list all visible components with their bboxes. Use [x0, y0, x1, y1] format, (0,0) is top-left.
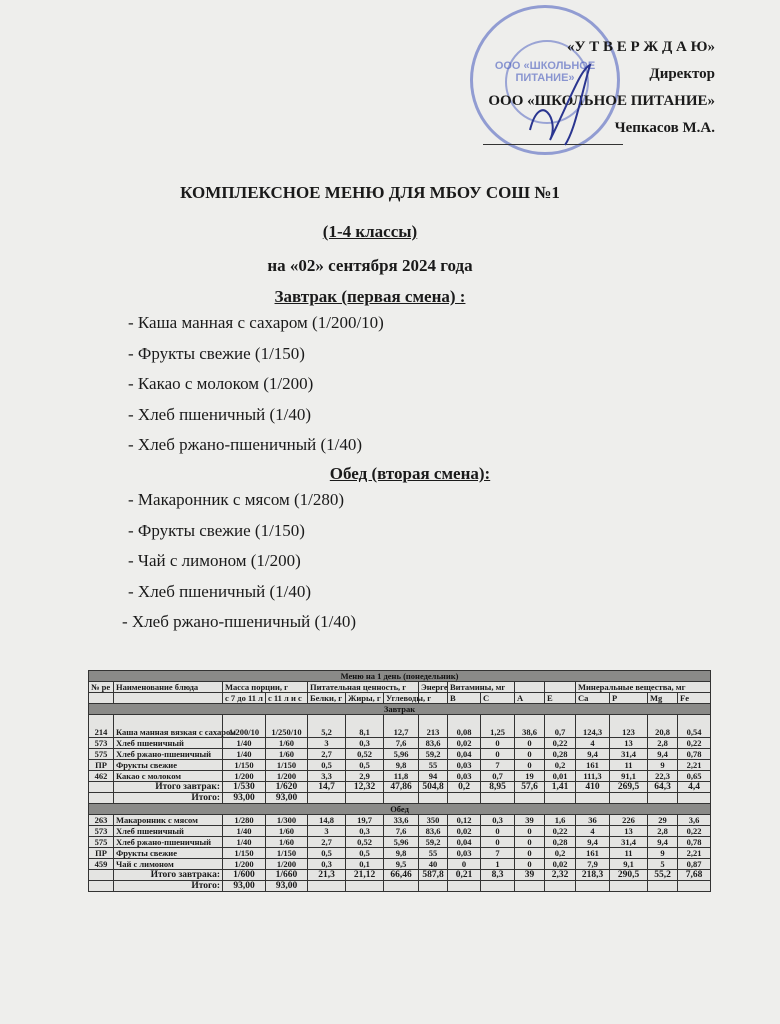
table-cell: 94 — [419, 771, 448, 782]
table-cell: 1/60 — [266, 826, 308, 837]
table-cell: 0 — [515, 848, 545, 859]
table-cell: 19 — [515, 771, 545, 782]
menu-item: - Макаронник с мясом (1/280) — [128, 490, 345, 509]
column-header: Наименование блюда — [114, 682, 223, 693]
table-row — [89, 715, 711, 738]
table-cell: 7 — [481, 848, 515, 859]
table-cell — [308, 881, 346, 892]
table-cell: 7,6 — [384, 738, 419, 749]
table-row — [89, 870, 711, 881]
table-cell: 573 — [89, 738, 114, 749]
table-row — [89, 749, 711, 760]
column-header: A — [515, 693, 545, 704]
total-value: 14,7 — [308, 782, 346, 793]
menu-item: - Какао с молоком (1/200) — [128, 374, 314, 393]
total-value: 1/600 — [223, 870, 266, 881]
table-cell: 3,6 — [678, 815, 711, 826]
table-cell: 0,5 — [346, 848, 384, 859]
table-cell — [448, 793, 481, 804]
total-value: 21,3 — [308, 870, 346, 881]
column-header: Mg — [648, 693, 678, 704]
menu-item: - Хлеб ржано-пшеничный (1/40) — [122, 612, 357, 631]
table-cell: 0,02 — [448, 738, 481, 749]
table-cell: 575 — [89, 837, 114, 848]
table-cell: 5 — [648, 859, 678, 870]
table-cell: 14,8 — [308, 815, 346, 826]
table-cell: 1/60 — [266, 738, 308, 749]
table-cell: 0 — [481, 837, 515, 848]
column-header: Витамины, мг — [448, 682, 515, 693]
table-cell: 350 — [419, 815, 448, 826]
table-cell — [419, 793, 448, 804]
table-cell: 214 — [89, 715, 114, 738]
dish-name: Каша манная вязкая с сахаром — [114, 715, 223, 738]
approver-position: Директор — [649, 66, 715, 82]
menu-item: - Фрукты свежие (1/150) — [128, 520, 305, 540]
table-cell: 0,1 — [346, 859, 384, 870]
table-cell: 0,3 — [346, 826, 384, 837]
dish-name: Фрукты свежие — [114, 760, 223, 771]
column-header: с 11 л и с — [266, 693, 308, 704]
total-value: 21,12 — [346, 870, 384, 881]
table-cell — [481, 881, 515, 892]
column-header: Жиры, г — [346, 693, 384, 704]
table-cell: 59,2 — [419, 837, 448, 848]
table-cell: 22,3 — [648, 771, 678, 782]
table-cell: 0,3 — [481, 815, 515, 826]
table-cell: 0,22 — [545, 826, 576, 837]
column-header: Минеральные вещества, мг — [576, 682, 711, 693]
table-cell: 0,52 — [346, 749, 384, 760]
table-cell: 0,78 — [678, 837, 711, 848]
table-row — [89, 826, 711, 837]
table-cell: 7,9 — [576, 859, 610, 870]
table-cell: ПР — [89, 848, 114, 859]
column-header: Масса порции, г — [223, 682, 308, 693]
table-cell: 3,3 — [308, 771, 346, 782]
table-cell — [678, 793, 711, 804]
table-cell: 9,8 — [384, 760, 419, 771]
dish-name: Чай с лимоном — [114, 859, 223, 870]
dish-name: Макаронник с мясом — [114, 815, 223, 826]
column-header — [545, 682, 576, 693]
table-cell: 0,22 — [545, 738, 576, 749]
table-cell — [576, 881, 610, 892]
table-cell: 1/250/10 — [266, 715, 308, 738]
table-cell: 4 — [576, 738, 610, 749]
grand-total-label: Итого: — [114, 793, 223, 804]
total-value: 55,2 — [648, 870, 678, 881]
table-cell: 0,28 — [545, 749, 576, 760]
table-cell: 1 — [481, 859, 515, 870]
total-value: 64,3 — [648, 782, 678, 793]
column-header: E — [545, 693, 576, 704]
table-cell: 0 — [515, 738, 545, 749]
table-cell — [308, 793, 346, 804]
table-cell: 0,65 — [678, 771, 711, 782]
table-cell: 0 — [481, 826, 515, 837]
total-value: 2,32 — [545, 870, 576, 881]
table-cell: 2,21 — [678, 760, 711, 771]
total-value: 47,86 — [384, 782, 419, 793]
table-cell: 39 — [515, 815, 545, 826]
table-cell: 0,2 — [545, 848, 576, 859]
table-cell: 2,21 — [678, 848, 711, 859]
table-cell: 2,7 — [308, 837, 346, 848]
table-cell — [384, 793, 419, 804]
total-value: 410 — [576, 782, 610, 793]
table-cell: 575 — [89, 749, 114, 760]
table-cell: 1/200 — [266, 859, 308, 870]
table-cell: 9,1 — [610, 859, 648, 870]
table-cell: 1/280 — [223, 815, 266, 826]
table-cell: 19,7 — [346, 815, 384, 826]
table-cell: 1/40 — [223, 837, 266, 848]
dish-name: Какао с молоком — [114, 771, 223, 782]
table-row — [89, 782, 711, 793]
table-cell: 13 — [610, 826, 648, 837]
table-row — [89, 848, 711, 859]
table-cell: 0,03 — [448, 760, 481, 771]
table-cell: 1/40 — [223, 826, 266, 837]
table-cell: 226 — [610, 815, 648, 826]
table-cell: 0,52 — [346, 837, 384, 848]
table-cell: 0,3 — [308, 859, 346, 870]
page-title: КОМПЛЕКСНОЕ МЕНЮ ДЛЯ МБОУ СОШ №1 — [180, 183, 560, 202]
table-cell: 1/200 — [223, 859, 266, 870]
table-cell: 213 — [419, 715, 448, 738]
table-cell: 9 — [648, 760, 678, 771]
menu-item: - Каша манная с сахаром (1/200/10) — [128, 313, 384, 332]
table-cell: 161 — [576, 760, 610, 771]
table-cell: 0 — [448, 859, 481, 870]
column-header: C — [481, 693, 515, 704]
table-cell: 29 — [648, 815, 678, 826]
column-header: B — [448, 693, 481, 704]
table-cell — [648, 881, 678, 892]
table-cell: 462 — [89, 771, 114, 782]
table-cell: 0,02 — [545, 859, 576, 870]
dish-name: Хлеб пшеничный — [114, 738, 223, 749]
table-cell: 2,8 — [648, 826, 678, 837]
table-cell: 3 — [308, 738, 346, 749]
table-cell — [346, 793, 384, 804]
total-value: 8,95 — [481, 782, 515, 793]
table-cell: 9,4 — [576, 837, 610, 848]
table-cell: 11 — [610, 848, 648, 859]
table-cell: 1/40 — [223, 738, 266, 749]
table-cell: 13 — [610, 738, 648, 749]
table-row — [89, 771, 711, 782]
table-cell: 0 — [515, 837, 545, 848]
table-row — [89, 837, 711, 848]
column-header: с 7 до 11 л — [223, 693, 266, 704]
table-cell: 0,02 — [448, 826, 481, 837]
table-cell: 11 — [610, 760, 648, 771]
table-row — [89, 859, 711, 870]
table-cell: 83,6 — [419, 826, 448, 837]
table-cell: 0 — [481, 738, 515, 749]
grand-total-value: 93,00 — [266, 881, 308, 892]
total-value: 218,3 — [576, 870, 610, 881]
grades: (1-4 классы) — [322, 222, 418, 241]
menu-item: - Фрукты свежие (1/150) — [128, 343, 305, 363]
table-cell: 0,54 — [678, 715, 711, 738]
column-header: Углеводы, г — [384, 693, 419, 704]
table-cell: 20,8 — [648, 715, 678, 738]
stamp-text: ООО «ШКОЛЬНОЕ ПИТАНИЕ» — [494, 60, 596, 84]
dish-name: Хлеб ржано-пшеничный — [114, 837, 223, 848]
table-cell: 5,96 — [384, 749, 419, 760]
table-cell — [648, 793, 678, 804]
table-cell: 0,78 — [678, 749, 711, 760]
section-header: Завтрак — [89, 704, 711, 715]
table-row — [89, 760, 711, 771]
table-cell: 1/300 — [266, 815, 308, 826]
approve-heading: «У Т В Е Р Ж Д А Ю» — [566, 39, 715, 55]
table-row — [89, 704, 711, 715]
table-cell: 0,28 — [545, 837, 576, 848]
approver-name: Чепкасов М.А. — [614, 120, 715, 136]
table-row — [89, 881, 711, 892]
column-header: Fe — [678, 693, 711, 704]
table-cell — [419, 881, 448, 892]
menu-date: на «02» сентября 2024 года — [267, 256, 473, 275]
table-cell: 0,04 — [448, 837, 481, 848]
table-cell: 9 — [648, 848, 678, 859]
menu-table — [88, 670, 711, 892]
table-cell: 0 — [515, 760, 545, 771]
column-header: Энерге — [419, 682, 448, 693]
table-row — [89, 671, 711, 682]
lunch-heading: Обед (вторая смена): — [329, 464, 491, 483]
dish-name: Хлеб ржано-пшеничный — [114, 749, 223, 760]
table-cell: 3 — [308, 826, 346, 837]
table-cell: 161 — [576, 848, 610, 859]
table-cell: 1,25 — [481, 715, 515, 738]
table-cell — [89, 793, 114, 804]
total-value: 290,5 — [610, 870, 648, 881]
table-cell: ПР — [89, 760, 114, 771]
table-cell — [481, 793, 515, 804]
table-cell: 55 — [419, 760, 448, 771]
grand-total-value: 93,00 — [223, 793, 266, 804]
column-header: Белки, г — [308, 693, 346, 704]
column-header: Ca — [576, 693, 610, 704]
total-value: 1/620 — [266, 782, 308, 793]
total-value: 504,8 — [419, 782, 448, 793]
grand-total-value: 93,00 — [223, 881, 266, 892]
table-row — [89, 738, 711, 749]
table-row — [89, 793, 711, 804]
table-cell: 573 — [89, 826, 114, 837]
table-cell — [678, 881, 711, 892]
table-caption: Меню на 1 день (понедельник) — [89, 671, 711, 682]
total-value: 66,46 — [384, 870, 419, 881]
total-value: 0,2 — [448, 782, 481, 793]
menu-item: - Чай с лимоном (1/200) — [128, 551, 301, 570]
table-cell: 0,87 — [678, 859, 711, 870]
total-value: 269,5 — [610, 782, 648, 793]
column-header: Питательная ценность, г — [308, 682, 419, 693]
table-cell: 0,2 — [545, 760, 576, 771]
table-row — [89, 693, 711, 704]
column-header: P — [610, 693, 648, 704]
table-cell — [545, 793, 576, 804]
table-cell: 0,5 — [346, 760, 384, 771]
table-cell: 124,3 — [576, 715, 610, 738]
table-cell: 33,6 — [384, 815, 419, 826]
table-cell: 59,2 — [419, 749, 448, 760]
table-cell: 0,5 — [308, 848, 346, 859]
table-cell — [610, 881, 648, 892]
dish-name: Хлеб пшеничный — [114, 826, 223, 837]
total-label: Итого завтрак: — [114, 782, 223, 793]
table-cell: 7 — [481, 760, 515, 771]
table-cell: 0,7 — [481, 771, 515, 782]
table-cell: 123 — [610, 715, 648, 738]
table-row — [89, 682, 711, 693]
table-cell — [448, 881, 481, 892]
table-cell: 83,6 — [419, 738, 448, 749]
table-cell: 2,9 — [346, 771, 384, 782]
table-cell — [610, 793, 648, 804]
table-cell: 12,7 — [384, 715, 419, 738]
table-cell: 55 — [419, 848, 448, 859]
total-value: 587,8 — [419, 870, 448, 881]
table-cell — [515, 881, 545, 892]
menu-item: - Хлеб пшеничный (1/40) — [128, 581, 312, 601]
signature — [520, 60, 600, 150]
column-header: № ре — [89, 682, 114, 693]
table-cell: 5,2 — [308, 715, 346, 738]
table-cell: 9,5 — [384, 859, 419, 870]
approver-organization: ООО «ШКОЛЬНОЕ ПИТАНИЕ» — [488, 93, 715, 109]
table-cell: 9,4 — [648, 749, 678, 760]
table-cell — [576, 793, 610, 804]
table-cell: 0 — [481, 749, 515, 760]
column-header — [114, 693, 223, 704]
total-value: 4,4 — [678, 782, 711, 793]
total-label: Итого завтрака: — [114, 870, 223, 881]
table-cell: 0,03 — [448, 848, 481, 859]
table-cell: 2,8 — [648, 738, 678, 749]
table-cell: 0,03 — [448, 771, 481, 782]
section-header: Обед — [89, 804, 711, 815]
table-cell — [89, 782, 114, 793]
table-cell: 0,12 — [448, 815, 481, 826]
table-cell: 91,1 — [610, 771, 648, 782]
table-cell: 0,5 — [308, 760, 346, 771]
total-value: 1/660 — [266, 870, 308, 881]
table-cell: 1/150 — [266, 848, 308, 859]
table-cell: 0,22 — [678, 826, 711, 837]
table-cell: 1/60 — [266, 837, 308, 848]
total-value: 1,41 — [545, 782, 576, 793]
table-cell: 36 — [576, 815, 610, 826]
table-cell: 0,04 — [448, 749, 481, 760]
table-cell: 0 — [515, 826, 545, 837]
table-cell: 111,3 — [576, 771, 610, 782]
total-value: 7,68 — [678, 870, 711, 881]
table-cell: 0,22 — [678, 738, 711, 749]
table-cell: 459 — [89, 859, 114, 870]
table-cell — [89, 881, 114, 892]
table-cell — [346, 881, 384, 892]
table-cell: 38,6 — [515, 715, 545, 738]
table-cell: 31,4 — [610, 749, 648, 760]
table-cell: 0,7 — [545, 715, 576, 738]
table-cell — [545, 881, 576, 892]
total-value: 1/530 — [223, 782, 266, 793]
table-cell: 1/40 — [223, 749, 266, 760]
table-cell: 5,96 — [384, 837, 419, 848]
table-cell: 1,6 — [545, 815, 576, 826]
column-header — [515, 682, 545, 693]
table-cell: 1/150 — [223, 848, 266, 859]
table-cell — [89, 870, 114, 881]
column-header — [89, 693, 114, 704]
table-cell: 1/200 — [223, 771, 266, 782]
table-cell: 7,6 — [384, 826, 419, 837]
table-cell: 1/60 — [266, 749, 308, 760]
table-cell: 263 — [89, 815, 114, 826]
total-value: 57,6 — [515, 782, 545, 793]
table-cell — [384, 881, 419, 892]
table-cell: 31,4 — [610, 837, 648, 848]
total-value: 0,21 — [448, 870, 481, 881]
grand-total-value: 93,00 — [266, 793, 308, 804]
menu-item: - Хлеб пшеничный (1/40) — [128, 404, 312, 424]
table-row — [89, 804, 711, 815]
table-cell: 11,8 — [384, 771, 419, 782]
table-cell: 0,3 — [346, 738, 384, 749]
table-cell: 4 — [576, 826, 610, 837]
table-cell: 9,4 — [576, 749, 610, 760]
table-cell: 0 — [515, 859, 545, 870]
table-cell: 40 — [419, 859, 448, 870]
dish-name: Фрукты свежие — [114, 848, 223, 859]
table-cell: 0 — [515, 749, 545, 760]
table-cell: 2,7 — [308, 749, 346, 760]
table-cell: 0,08 — [448, 715, 481, 738]
table-cell — [515, 793, 545, 804]
total-value: 39 — [515, 870, 545, 881]
breakfast-heading: Завтрак (первая смена) : — [274, 287, 466, 306]
table-cell: 1/150 — [223, 760, 266, 771]
table-cell: 1/200/10 — [223, 715, 266, 738]
table-row — [89, 815, 711, 826]
table-cell: 9,4 — [648, 837, 678, 848]
menu-item: - Хлеб ржано-пшеничный (1/40) — [128, 435, 363, 454]
table-cell: 1/200 — [266, 771, 308, 782]
table-cell: 8,1 — [346, 715, 384, 738]
total-value: 12,32 — [346, 782, 384, 793]
grand-total-label: Итого: — [114, 881, 223, 892]
table-cell: 1/150 — [266, 760, 308, 771]
table-cell: 9,8 — [384, 848, 419, 859]
total-value: 8,3 — [481, 870, 515, 881]
table-cell: 0,01 — [545, 771, 576, 782]
